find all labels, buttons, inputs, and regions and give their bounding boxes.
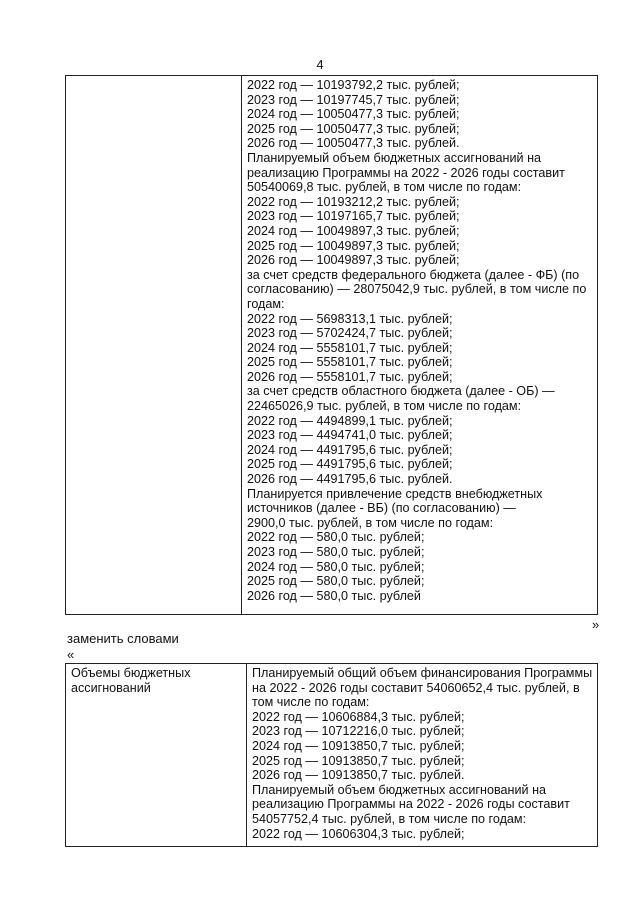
text-line: 2025 год — 10913850,7 тыс. рублей; — [252, 753, 465, 768]
text-line: 2022 год — 4494899,1 тыс. рублей; — [247, 413, 453, 428]
text-line: 2023 год — 580,0 тыс. рублей; — [247, 545, 425, 559]
bottom-table-right-cell — [247, 664, 598, 847]
text-line: 22465026,9 тыс. рублей, в том числе по годам: — [247, 399, 522, 414]
text-line: реализацию Программы на 2022 - 2026 годы составит — [252, 797, 570, 812]
text-line: 2023 год — 10197165,7 тыс. рублей; — [247, 209, 460, 224]
text-line: 2022 год — 10606884,3 тыс. рублей; — [252, 709, 465, 724]
text-line: 2023 год — 4494741,0 тыс. рублей; — [247, 428, 453, 443]
text-line: 2024 год — 4491795,6 тыс. рублей; — [247, 442, 453, 457]
text-line: источников (далее - ВБ) (по согласованию) — — [247, 501, 516, 516]
text-line: 2022 год — 10193792,2 тыс. рублей; — [247, 78, 460, 92]
text-line: 2026 год — 580,0 тыс. рублей — [247, 588, 421, 603]
text-line: 2025 год — 10049897,3 тыс. рублей; — [247, 238, 460, 253]
text-line: за счет средств областного бюджета (далее - ОБ) — — [247, 384, 555, 399]
top-table — [65, 75, 598, 615]
top-table-left-cell — [66, 76, 242, 615]
text-line: том числе по годам: — [252, 695, 370, 710]
text-line: Планируется привлечение средств внебюджетных — [247, 486, 543, 501]
bottom-table — [65, 663, 598, 847]
text-line: за счет средств федерального бюджета (далее - ФБ) (по — [247, 267, 580, 282]
text-line: 2024 год — 5558101,7 тыс. рублей; — [247, 340, 453, 355]
text-line: 2023 год — 10197745,7 тыс. рублей; — [247, 92, 460, 107]
text-line: 54057752,4 тыс. рублей, в том числе по годам: — [252, 811, 527, 826]
bottom-table-lines — [247, 664, 597, 841]
opening-quote: « — [67, 647, 75, 662]
top-table-lines — [242, 76, 597, 603]
text-line: Планируемый объем бюджетных ассигнований на — [252, 782, 547, 797]
text-line: годам: — [247, 296, 285, 311]
text-line: 2022 год — 10606304,3 тыс. рублей; — [252, 826, 465, 841]
text-line: 2024 год — 10049897,3 тыс. рублей; — [247, 223, 460, 238]
closing-quote: » — [592, 617, 600, 632]
text-line: на 2022 - 2026 годы составит 54060652,4 тыс. рублей, в — [252, 680, 580, 695]
text-line: Планируемый общий объем финансирования Программы — [252, 666, 593, 680]
text-line: 2025 год — 4491795,6 тыс. рублей; — [247, 457, 453, 472]
top-table-right-cell — [242, 76, 598, 615]
text-line: 2024 год — 10050477,3 тыс. рублей; — [247, 107, 460, 122]
text-line: 2022 год — 580,0 тыс. рублей; — [247, 530, 425, 545]
text-line: 2022 год — 10193212,2 тыс. рублей; — [247, 194, 460, 209]
bottom-table-left-label: Объемы бюджетных ассигнований — [66, 664, 247, 847]
text-line: 2024 год — 10913850,7 тыс. рублей; — [252, 738, 465, 753]
text-line: 2025 год — 10050477,3 тыс. рублей; — [247, 121, 460, 136]
text-line: реализацию Программы на 2022 - 2026 годы составит — [247, 165, 565, 180]
text-line: 2026 год — 10050477,3 тыс. рублей. — [247, 136, 460, 151]
text-line: 2900,0 тыс. рублей, в том числе по годам: — [247, 515, 494, 530]
text-line: 2023 год — 10712216,0 тыс. рублей; — [252, 724, 465, 739]
text-line: 2026 год — 4491795,6 тыс. рублей. — [247, 472, 453, 487]
replace-instruction: заменить словами — [67, 631, 179, 646]
text-line: 2025 год — 5558101,7 тыс. рублей; — [247, 355, 453, 370]
text-line: 2026 год — 10049897,3 тыс. рублей; — [247, 253, 460, 268]
text-line: 2023 год — 5702424,7 тыс. рублей; — [247, 326, 453, 341]
text-line: 2025 год — 580,0 тыс. рублей; — [247, 574, 425, 589]
text-line: Планируемый объем бюджетных ассигнований на — [247, 150, 542, 165]
page-number: 4 — [316, 57, 324, 72]
text-line: согласованию) — 28075042,9 тыс. рублей, в том числе по — [247, 282, 587, 297]
text-line: 2024 год — 580,0 тыс. рублей; — [247, 559, 425, 574]
text-line: 2022 год — 5698313,1 тыс. рублей; — [247, 311, 453, 326]
text-line: 50540069,8 тыс. рублей, в том числе по годам: — [247, 180, 522, 195]
text-line: 2026 год — 10913850,7 тыс. рублей. — [252, 768, 465, 783]
text-line: 2026 год — 5558101,7 тыс. рублей; — [247, 369, 453, 384]
